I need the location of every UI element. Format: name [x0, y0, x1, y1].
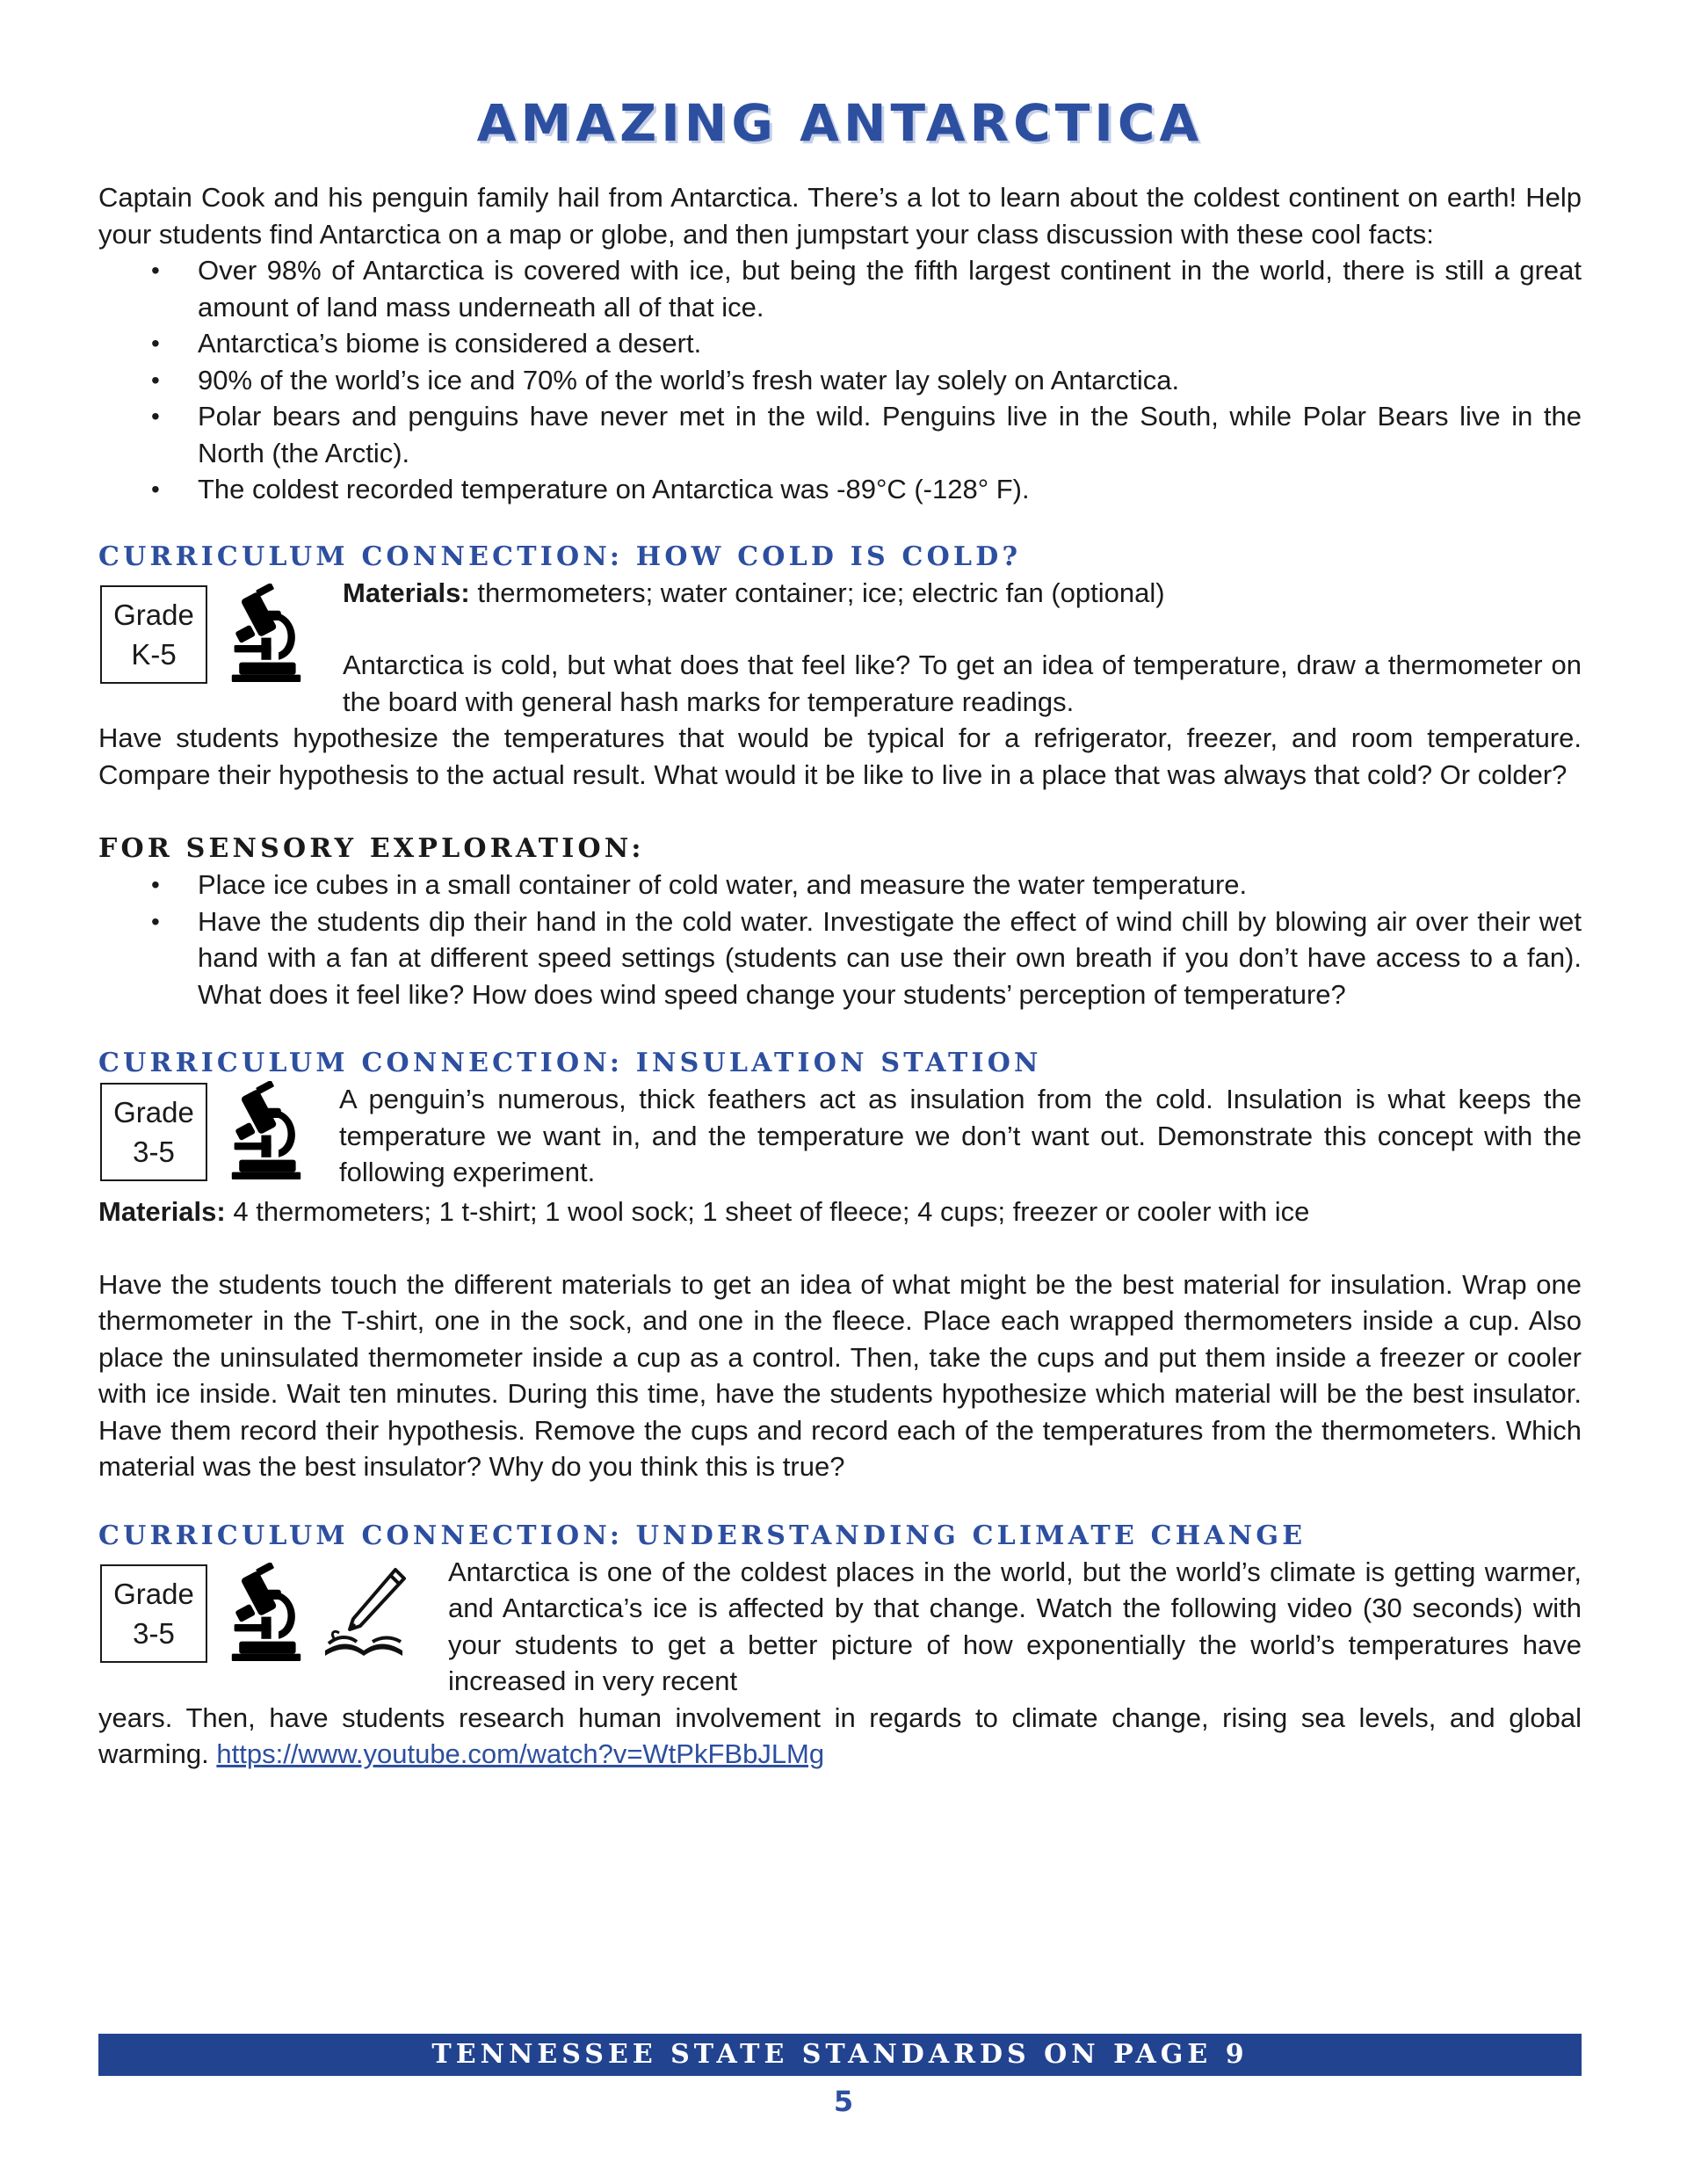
- section2-intro: A penguin’s numerous, thick feathers act as insulation from the cold. Insulation is what keeps the temperature we want in, and the temperature we don’t want out. Demonstrate this concept with the following experiment.: [339, 1084, 1582, 1187]
- section-heading-insulation: CURRICULUM CONNECTION: INSULATION STATION: [98, 1048, 1042, 1078]
- grade-badge: Grade 3-5: [100, 1083, 207, 1181]
- section1-indented: [98, 575, 1582, 721]
- section-heading-how-cold: CURRICULUM CONNECTION: HOW COLD IS COLD?: [98, 541, 1022, 572]
- bullet: •: [151, 330, 160, 357]
- microscope-icon: [228, 1081, 304, 1179]
- microscope-icon: [228, 584, 304, 682]
- list-item: • Have the students dip their hand in the cold water. Investigate the effect of wind chill by blowing air over their wet hand with a fan at different speed settings (students can use their own breath if you don’t have access to a fan). What does it feel like? How does wind speed change your students’ perception of temperature?: [98, 903, 1582, 1013]
- microscope-icon: [228, 1563, 304, 1661]
- bullet: •: [151, 366, 160, 394]
- section3-body-indented: Antarctica is one of the coldest places in the world, but the world’s climate is getting warmer, and Antarctica’s ice is affected by that change. Watch the following video (30 seconds) with your students to get a better picture of how exponentially the world’s temperatures have increased in very recent: [448, 1556, 1582, 1696]
- section1-body-indented: Antarctica is cold, but what does that feel like? To get an idea of temperature, draw a thermometer on the board with general hash marks for temperature readings.: [343, 649, 1582, 717]
- grade-badge: Grade K-5: [100, 585, 207, 684]
- sensory-list: [98, 867, 1582, 1012]
- section2-body: Have the students touch the different materials to get an idea of what might be the best material for insulation. Wrap one thermometer in the T-shirt, one in the sock, and one in the fleece. Place each wrapped thermometers inside a cup. Also place the uninsulated thermometer inside a cup as a control. Then, take the cups and put them inside a freezer or cooler with ice inside. Wait ten minutes. During this time, have the students hypothesize which material will be the best insulator. Have them record their hypothesis. Remove the cups and record each of the temperatures from the thermometers. Which material was the best insulator? Why do you think this is true?: [98, 1268, 1582, 1482]
- list-item: • 90% of the world’s ice and 70% of the world’s fresh water lay solely on Antarctica.: [98, 362, 1582, 399]
- page-number: 5: [833, 2085, 854, 2118]
- bullet: •: [151, 257, 160, 284]
- bullet: •: [151, 871, 160, 898]
- bullet: •: [151, 475, 160, 503]
- list-item: • Over 98% of Antarctica is covered with ice, but being the fifth largest continent in the world, there is still a great amount of land mass underneath all of that ice.: [98, 252, 1582, 325]
- list-item: • Place ice cubes in a small container of cold water, and measure the water temperature.: [98, 867, 1582, 903]
- section3-body: years. Then, have students research human involvement in regards to climate change, rising sea levels, and global warming. https://www.youtube.com/watch?v=WtPkFBbJLMg: [98, 1701, 1582, 1769]
- page-title: AMAZING ANTARCTICA: [476, 93, 1204, 153]
- materials-line: Materials: thermometers; water container; ice; electric fan (optional): [343, 577, 1165, 608]
- list-item: • Antarctica’s biome is considered a desert.: [98, 325, 1582, 362]
- footer-standards-banner: TENNESSEE STATE STANDARDS ON PAGE 9: [98, 2034, 1582, 2076]
- list-item: • Polar bears and penguins have never met in the wild. Penguins live in the South, while Polar Bears live in the North (the Arctic).: [98, 398, 1582, 471]
- list-item: • The coldest recorded temperature on Antarctica was -89°C (-128° F).: [98, 471, 1582, 508]
- youtube-link[interactable]: https://www.youtube.com/watch?v=WtPkFBbJLMg: [216, 1738, 825, 1769]
- materials-line: Materials: 4 thermometers; 1 t-shirt; 1 wool sock; 1 sheet of fleece; 4 cups; freezer or cooler with ice: [98, 1196, 1310, 1227]
- bullet: •: [151, 907, 160, 935]
- section-heading-sensory: FOR SENSORY EXPLORATION:: [98, 833, 645, 864]
- pen-writing-icon: [320, 1566, 408, 1658]
- grade-badge: Grade 3-5: [100, 1564, 207, 1663]
- bullet: •: [151, 403, 160, 430]
- section-heading-climate: CURRICULUM CONNECTION: UNDERSTANDING CLIMATE CHANGE: [98, 1520, 1307, 1551]
- section1-body: Have students hypothesize the temperatures that would be typical for a refrigerator, freezer, and room temperature. Compare their hypothesis to the actual result. What would it be like to live in a place that was always that cold? Or colder?: [98, 722, 1582, 790]
- facts-list: [98, 252, 1582, 508]
- section2-header-row: [98, 1081, 1582, 1190]
- intro-paragraph: Captain Cook and his penguin family hail from Antarctica. There’s a lot to learn about the coldest continent on earth! Help your students find Antarctica on a map or globe, and then jumpstart your class discussion with these cool facts:: [98, 182, 1582, 250]
